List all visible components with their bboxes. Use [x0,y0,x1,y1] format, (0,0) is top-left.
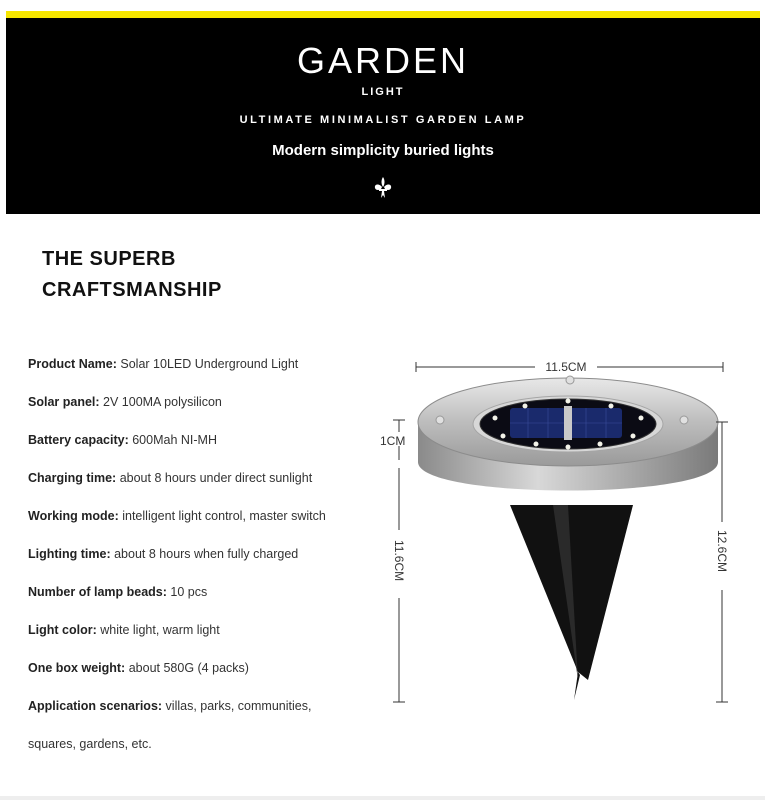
spec-label: Charging time: [28,471,117,485]
banner-slogan: Modern simplicity buried lights [272,142,494,159]
banner-title: GARDEN [296,40,470,81]
spec-value: white light, warm light [100,623,220,637]
stake-height-label: 11.6CM [392,540,406,582]
accent-bar [6,11,760,18]
bottom-border [0,796,765,800]
spec-value: intelligent light control, master switch [122,509,326,523]
spec-row [28,737,152,751]
spec-value: about 580G (4 packs) [128,661,249,675]
fleur-de-lis-icon [371,176,395,200]
spec-value: villas, parks, communities, [165,699,312,713]
spec-row [28,357,298,371]
stake-height-dimension [392,468,406,702]
spec-row [28,547,298,561]
spec-label: Product Name: [28,357,117,371]
spec-row [28,509,326,523]
spec-value: about 8 hours under direct sunlight [119,471,313,485]
spec-label: Application scenarios: [28,699,163,713]
spec-value: 600Mah NI-MH [132,433,217,447]
width-dimension [416,358,723,374]
spec-label: Light color: [28,623,97,637]
heading-line-1: THE SUPERB [42,248,176,270]
banner-tagline: ULTIMATE MINIMALIST GARDEN LAMP [239,114,527,126]
spec-row [28,585,207,599]
header-banner [6,18,760,214]
spec-row [28,699,311,713]
spec-label: Lighting time: [28,547,111,561]
width-label: 11.5CM [545,360,587,374]
heading-line-2: CRAFTSMANSHIP [42,279,222,301]
total-height-label: 12.6CM [715,530,729,573]
spec-label: One box weight: [28,661,126,675]
spec-row [28,623,220,637]
lamp-height-label: 1CM [380,434,406,448]
section-heading [42,244,222,306]
spec-row [28,395,222,409]
spec-value: 2V 100MA polysilicon [103,395,222,409]
banner-subtitle: LIGHT [361,86,405,98]
spec-row [28,471,312,485]
spec-value: Solar 10LED Underground Light [120,357,299,371]
spec-value: squares, gardens, etc. [28,737,152,751]
spec-row [28,661,249,675]
spec-label: Number of lamp beads: [28,585,167,599]
spec-label: Solar panel: [28,395,100,409]
spec-label: Working mode: [28,509,119,523]
spec-value: about 8 hours when fully charged [114,547,299,561]
lamp-height-dimension [380,420,405,460]
spec-value: 10 pcs [170,585,208,599]
top-border [0,0,765,10]
product-diagram [378,350,758,720]
spec-label: Battery capacity: [28,433,129,447]
spec-row [28,433,217,447]
